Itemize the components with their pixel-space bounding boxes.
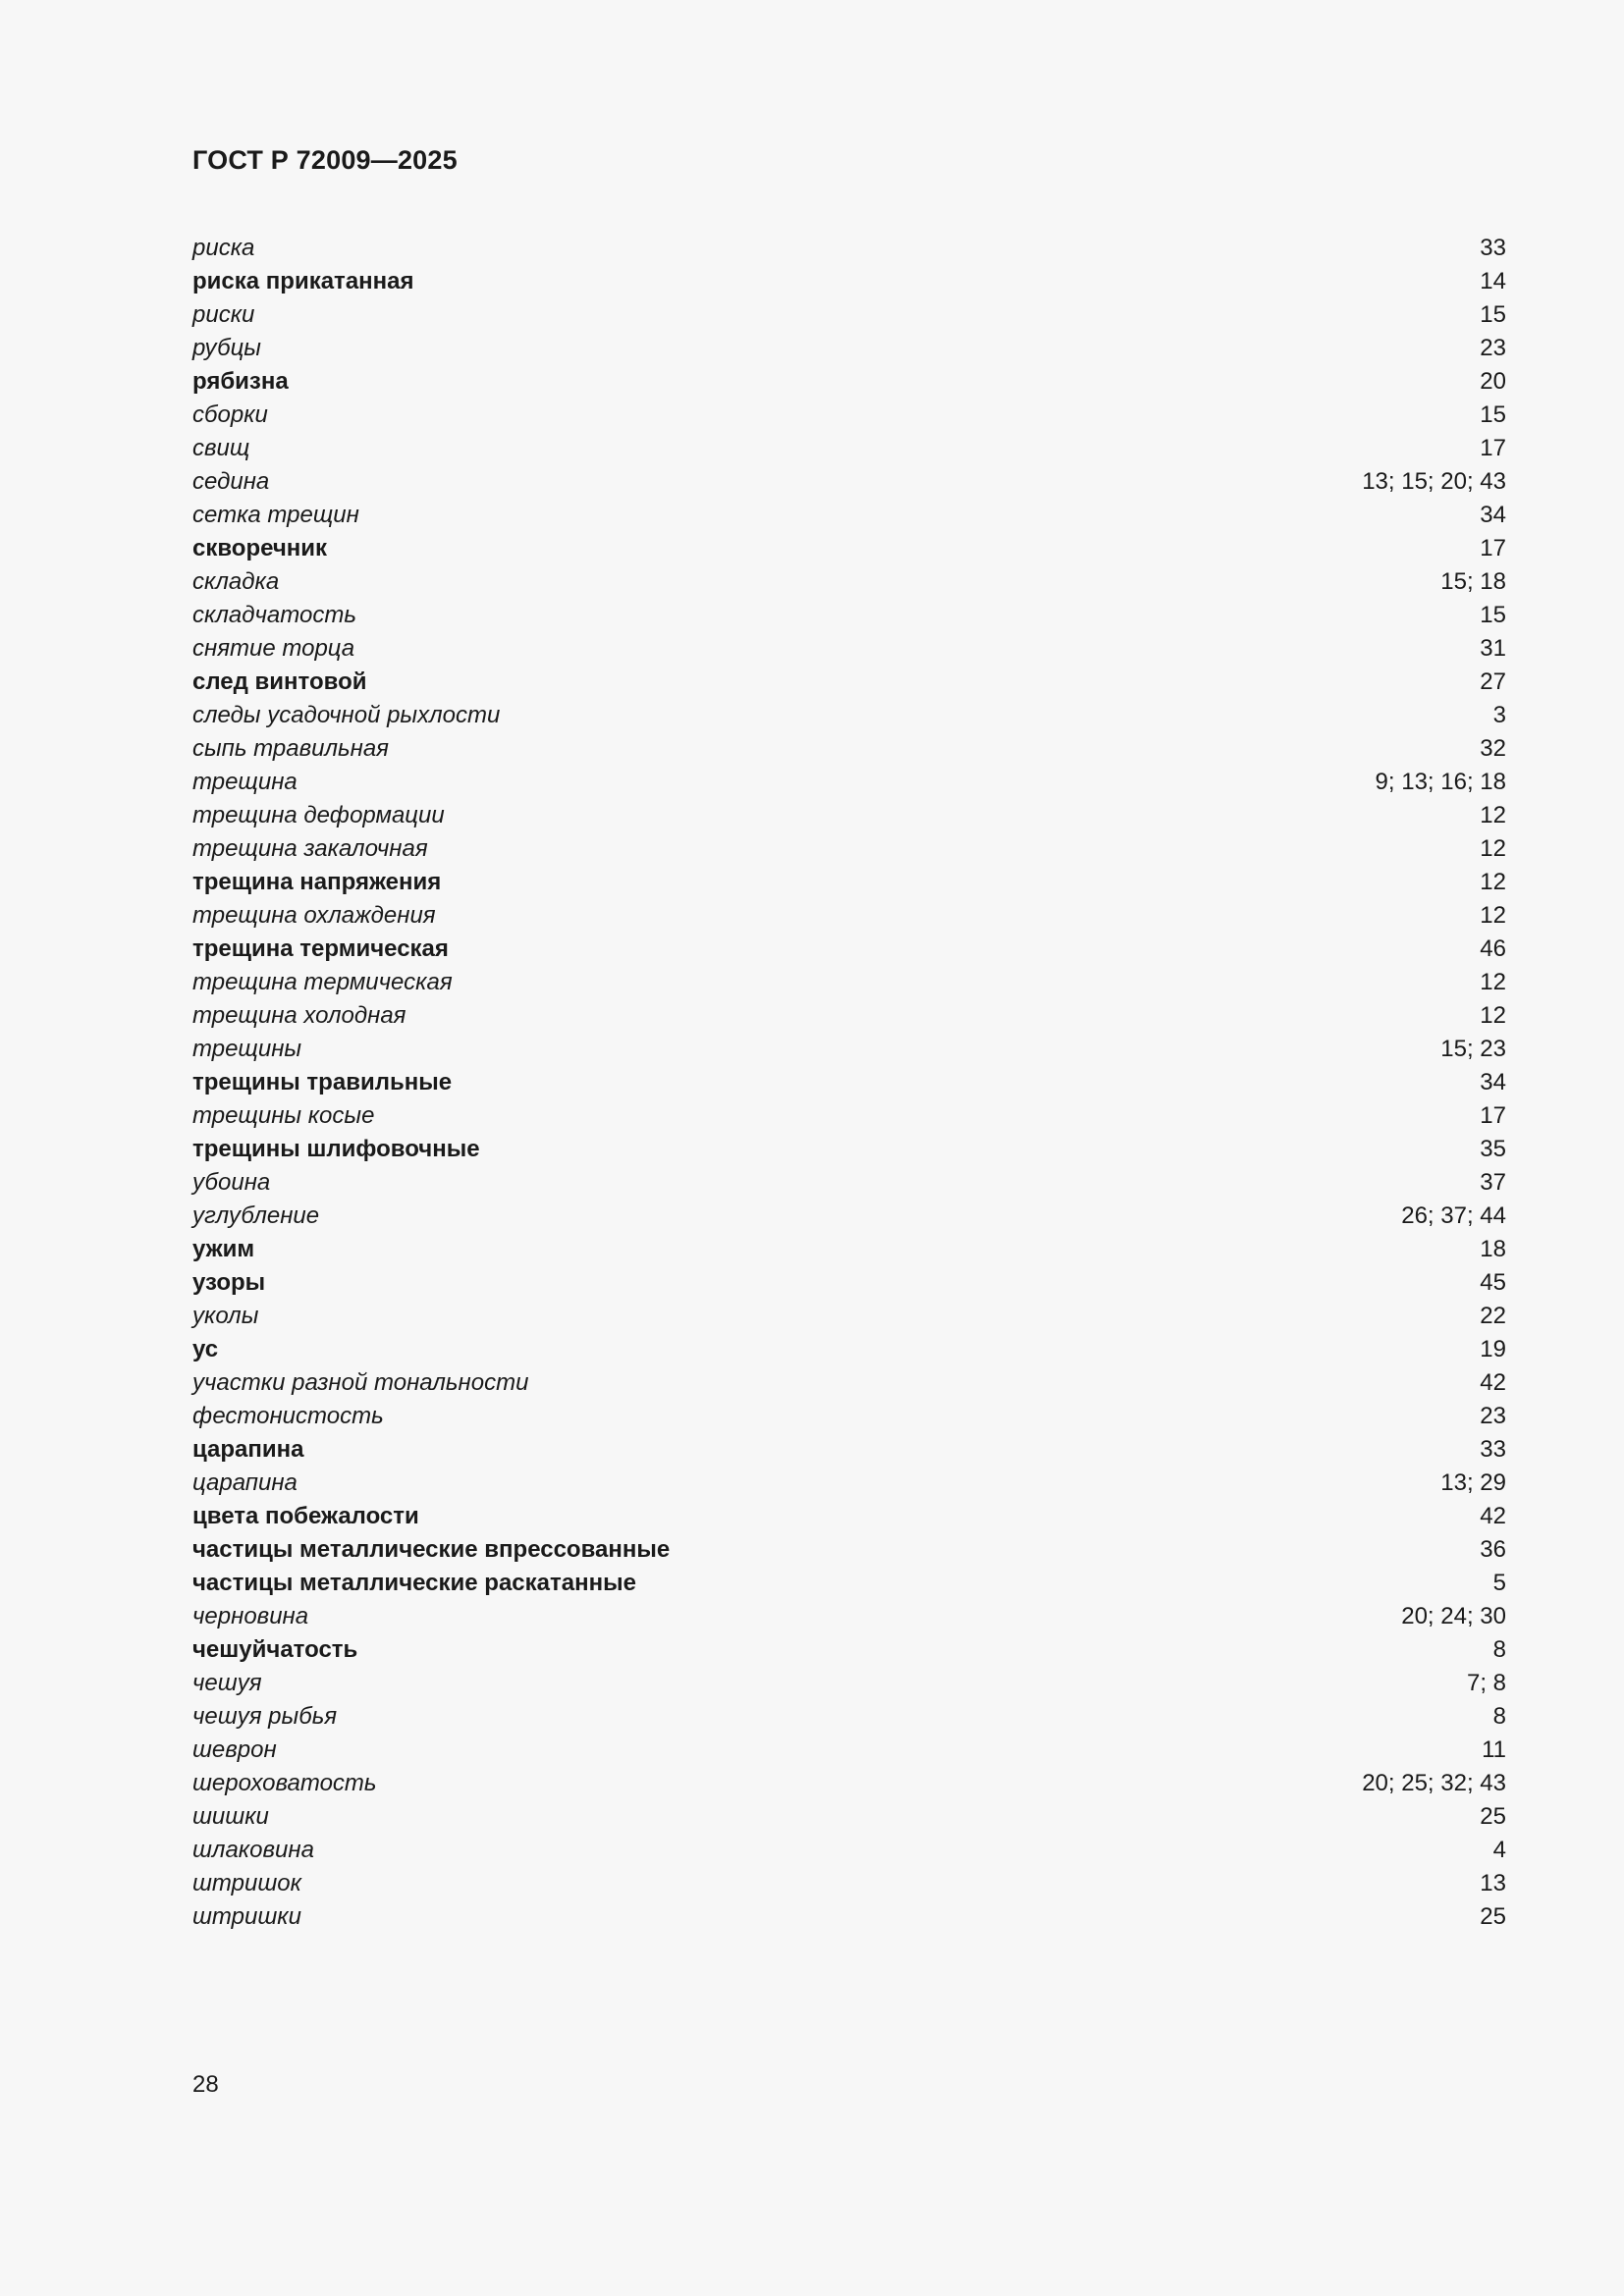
index-term: седина [192, 468, 270, 495]
index-term: трещина холодная [192, 1002, 406, 1029]
index-entry [192, 1633, 1506, 1667]
index-pages: 12 [1480, 1002, 1506, 1029]
index-term: сыпь травильная [192, 735, 389, 762]
index-pages: 46 [1480, 935, 1506, 962]
index-term: риска прикатанная [192, 268, 414, 294]
index-pages: 23 [1480, 1403, 1506, 1429]
index-pages: 19 [1480, 1336, 1506, 1362]
index-pages: 15 [1480, 301, 1506, 328]
index-term: трещина охлаждения [192, 902, 436, 929]
index-entry [192, 365, 1506, 399]
index-term: трещина [192, 769, 298, 795]
index-pages: 27 [1480, 668, 1506, 695]
index-term: царапина [192, 1436, 304, 1463]
index-pages: 15 [1480, 401, 1506, 428]
index-term: чешуйчатость [192, 1636, 358, 1663]
index-entry [192, 232, 1506, 265]
index-list [192, 232, 1506, 1934]
index-term: фестонистость [192, 1403, 384, 1429]
index-term: шеврон [192, 1736, 277, 1763]
index-term: снятие торца [192, 635, 355, 662]
index-term: частицы металлические впрессованные [192, 1536, 671, 1563]
index-term: трещина термическая [192, 969, 453, 995]
index-entry [192, 1500, 1506, 1533]
index-pages: 45 [1480, 1269, 1506, 1296]
index-pages: 34 [1480, 1069, 1506, 1095]
index-pages: 33 [1480, 1436, 1506, 1463]
index-term: трещина закалочная [192, 835, 428, 862]
index-entry [192, 532, 1506, 565]
index-entry [192, 1800, 1506, 1834]
index-term: ус [192, 1336, 219, 1362]
index-term: участки разной тональности [192, 1369, 529, 1396]
index-entry [192, 332, 1506, 365]
index-entry [192, 666, 1506, 699]
index-entry [192, 832, 1506, 866]
index-pages: 25 [1480, 1803, 1506, 1830]
index-term: чешуя рыбья [192, 1703, 338, 1730]
index-term: риски [192, 301, 255, 328]
index-entry [192, 799, 1506, 832]
index-term: трещины косые [192, 1102, 375, 1129]
index-pages: 13; 29 [1440, 1469, 1506, 1496]
index-pages: 12 [1480, 835, 1506, 862]
index-entry [192, 1700, 1506, 1734]
index-pages: 26; 37; 44 [1401, 1202, 1506, 1229]
index-pages: 22 [1480, 1303, 1506, 1329]
index-term: следы усадочной рыхлости [192, 702, 501, 728]
index-pages: 13; 15; 20; 43 [1362, 468, 1506, 495]
index-pages: 12 [1480, 869, 1506, 895]
index-pages: 15 [1480, 602, 1506, 628]
index-pages: 32 [1480, 735, 1506, 762]
index-entry [192, 465, 1506, 499]
index-term: штришки [192, 1903, 301, 1930]
index-term: трещина напряжения [192, 869, 442, 895]
index-term: след винтовой [192, 668, 367, 695]
index-term: чешуя [192, 1670, 262, 1696]
index-entry [192, 1767, 1506, 1800]
index-pages: 20 [1480, 368, 1506, 395]
index-entry [192, 1867, 1506, 1900]
index-entry [192, 632, 1506, 666]
index-entry [192, 1066, 1506, 1099]
index-entry [192, 1099, 1506, 1133]
index-term: рябизна [192, 368, 289, 395]
index-entry [192, 1433, 1506, 1467]
index-entry [192, 1533, 1506, 1567]
index-term: шлаковина [192, 1837, 314, 1863]
index-entry [192, 565, 1506, 599]
index-entry [192, 499, 1506, 532]
index-pages: 12 [1480, 902, 1506, 929]
index-pages: 23 [1480, 335, 1506, 361]
index-entry [192, 699, 1506, 732]
index-term: складчатость [192, 602, 356, 628]
index-entry [192, 265, 1506, 298]
index-entry [192, 899, 1506, 933]
index-entry [192, 866, 1506, 899]
index-term: уколы [192, 1303, 259, 1329]
index-entry [192, 1266, 1506, 1300]
index-entry [192, 1667, 1506, 1700]
index-term: складка [192, 568, 280, 595]
index-pages: 36 [1480, 1536, 1506, 1563]
index-entry [192, 966, 1506, 999]
index-pages: 12 [1480, 969, 1506, 995]
index-entry [192, 399, 1506, 432]
index-pages: 20; 24; 30 [1401, 1603, 1506, 1629]
index-term: рубцы [192, 335, 261, 361]
index-entry [192, 999, 1506, 1033]
page-number: 28 [192, 2071, 219, 2098]
index-pages: 17 [1480, 435, 1506, 461]
index-term: штришок [192, 1870, 301, 1896]
index-pages: 17 [1480, 1102, 1506, 1129]
index-entry [192, 1834, 1506, 1867]
index-term: царапина [192, 1469, 298, 1496]
index-pages: 13 [1480, 1870, 1506, 1896]
index-pages: 20; 25; 32; 43 [1362, 1770, 1506, 1796]
index-pages: 42 [1480, 1369, 1506, 1396]
index-entry [192, 766, 1506, 799]
index-entry [192, 1133, 1506, 1166]
index-term: узоры [192, 1269, 266, 1296]
index-term: риска [192, 235, 255, 261]
index-entry [192, 732, 1506, 766]
index-pages: 33 [1480, 235, 1506, 261]
index-term: свищ [192, 435, 250, 461]
index-pages: 7; 8 [1466, 1670, 1506, 1696]
index-term: шероховатость [192, 1770, 377, 1796]
index-entry [192, 432, 1506, 465]
index-pages: 14 [1480, 268, 1506, 294]
index-pages: 15; 18 [1440, 568, 1506, 595]
index-term: шишки [192, 1803, 269, 1830]
index-entry [192, 599, 1506, 632]
index-term: трещины шлифовочные [192, 1136, 480, 1162]
index-entry [192, 1900, 1506, 1934]
index-pages: 11 [1482, 1736, 1506, 1763]
index-pages: 17 [1480, 535, 1506, 561]
index-entry [192, 1200, 1506, 1233]
index-term: скворечник [192, 535, 328, 561]
index-entry [192, 1600, 1506, 1633]
index-term: сборки [192, 401, 268, 428]
index-pages: 18 [1480, 1236, 1506, 1262]
index-term: черновина [192, 1603, 309, 1629]
index-entry [192, 298, 1506, 332]
index-pages: 8 [1492, 1636, 1506, 1663]
index-pages: 35 [1480, 1136, 1506, 1162]
index-term: углубление [192, 1202, 320, 1229]
index-pages: 8 [1492, 1703, 1506, 1730]
index-term: трещина термическая [192, 935, 449, 962]
index-entry [192, 1333, 1506, 1366]
index-pages: 12 [1480, 802, 1506, 828]
index-pages: 5 [1492, 1570, 1506, 1596]
index-entry [192, 1734, 1506, 1767]
index-entry [192, 1233, 1506, 1266]
index-entry [192, 1300, 1506, 1333]
index-term: трещина деформации [192, 802, 445, 828]
index-entry [192, 933, 1506, 966]
index-term: трещины [192, 1036, 302, 1062]
index-pages: 3 [1492, 702, 1506, 728]
index-entry [192, 1166, 1506, 1200]
index-pages: 31 [1480, 635, 1506, 662]
index-pages: 37 [1480, 1169, 1506, 1196]
index-pages: 25 [1480, 1903, 1506, 1930]
index-term: трещины травильные [192, 1069, 453, 1095]
index-term: сетка трещин [192, 502, 359, 528]
page-header-title: ГОСТ Р 72009—2025 [192, 145, 458, 175]
index-pages: 34 [1480, 502, 1506, 528]
index-pages: 42 [1480, 1503, 1506, 1529]
index-entry [192, 1467, 1506, 1500]
index-term: убоина [192, 1169, 271, 1196]
index-term: частицы металлические раскатанные [192, 1570, 636, 1596]
index-pages: 4 [1492, 1837, 1506, 1863]
index-entry [192, 1366, 1506, 1400]
index-entry [192, 1400, 1506, 1433]
index-pages: 9; 13; 16; 18 [1375, 769, 1506, 795]
index-entry [192, 1567, 1506, 1600]
index-term: цвета побежалости [192, 1503, 419, 1529]
index-entry [192, 1033, 1506, 1066]
index-pages: 15; 23 [1440, 1036, 1506, 1062]
index-term: ужим [192, 1236, 255, 1262]
